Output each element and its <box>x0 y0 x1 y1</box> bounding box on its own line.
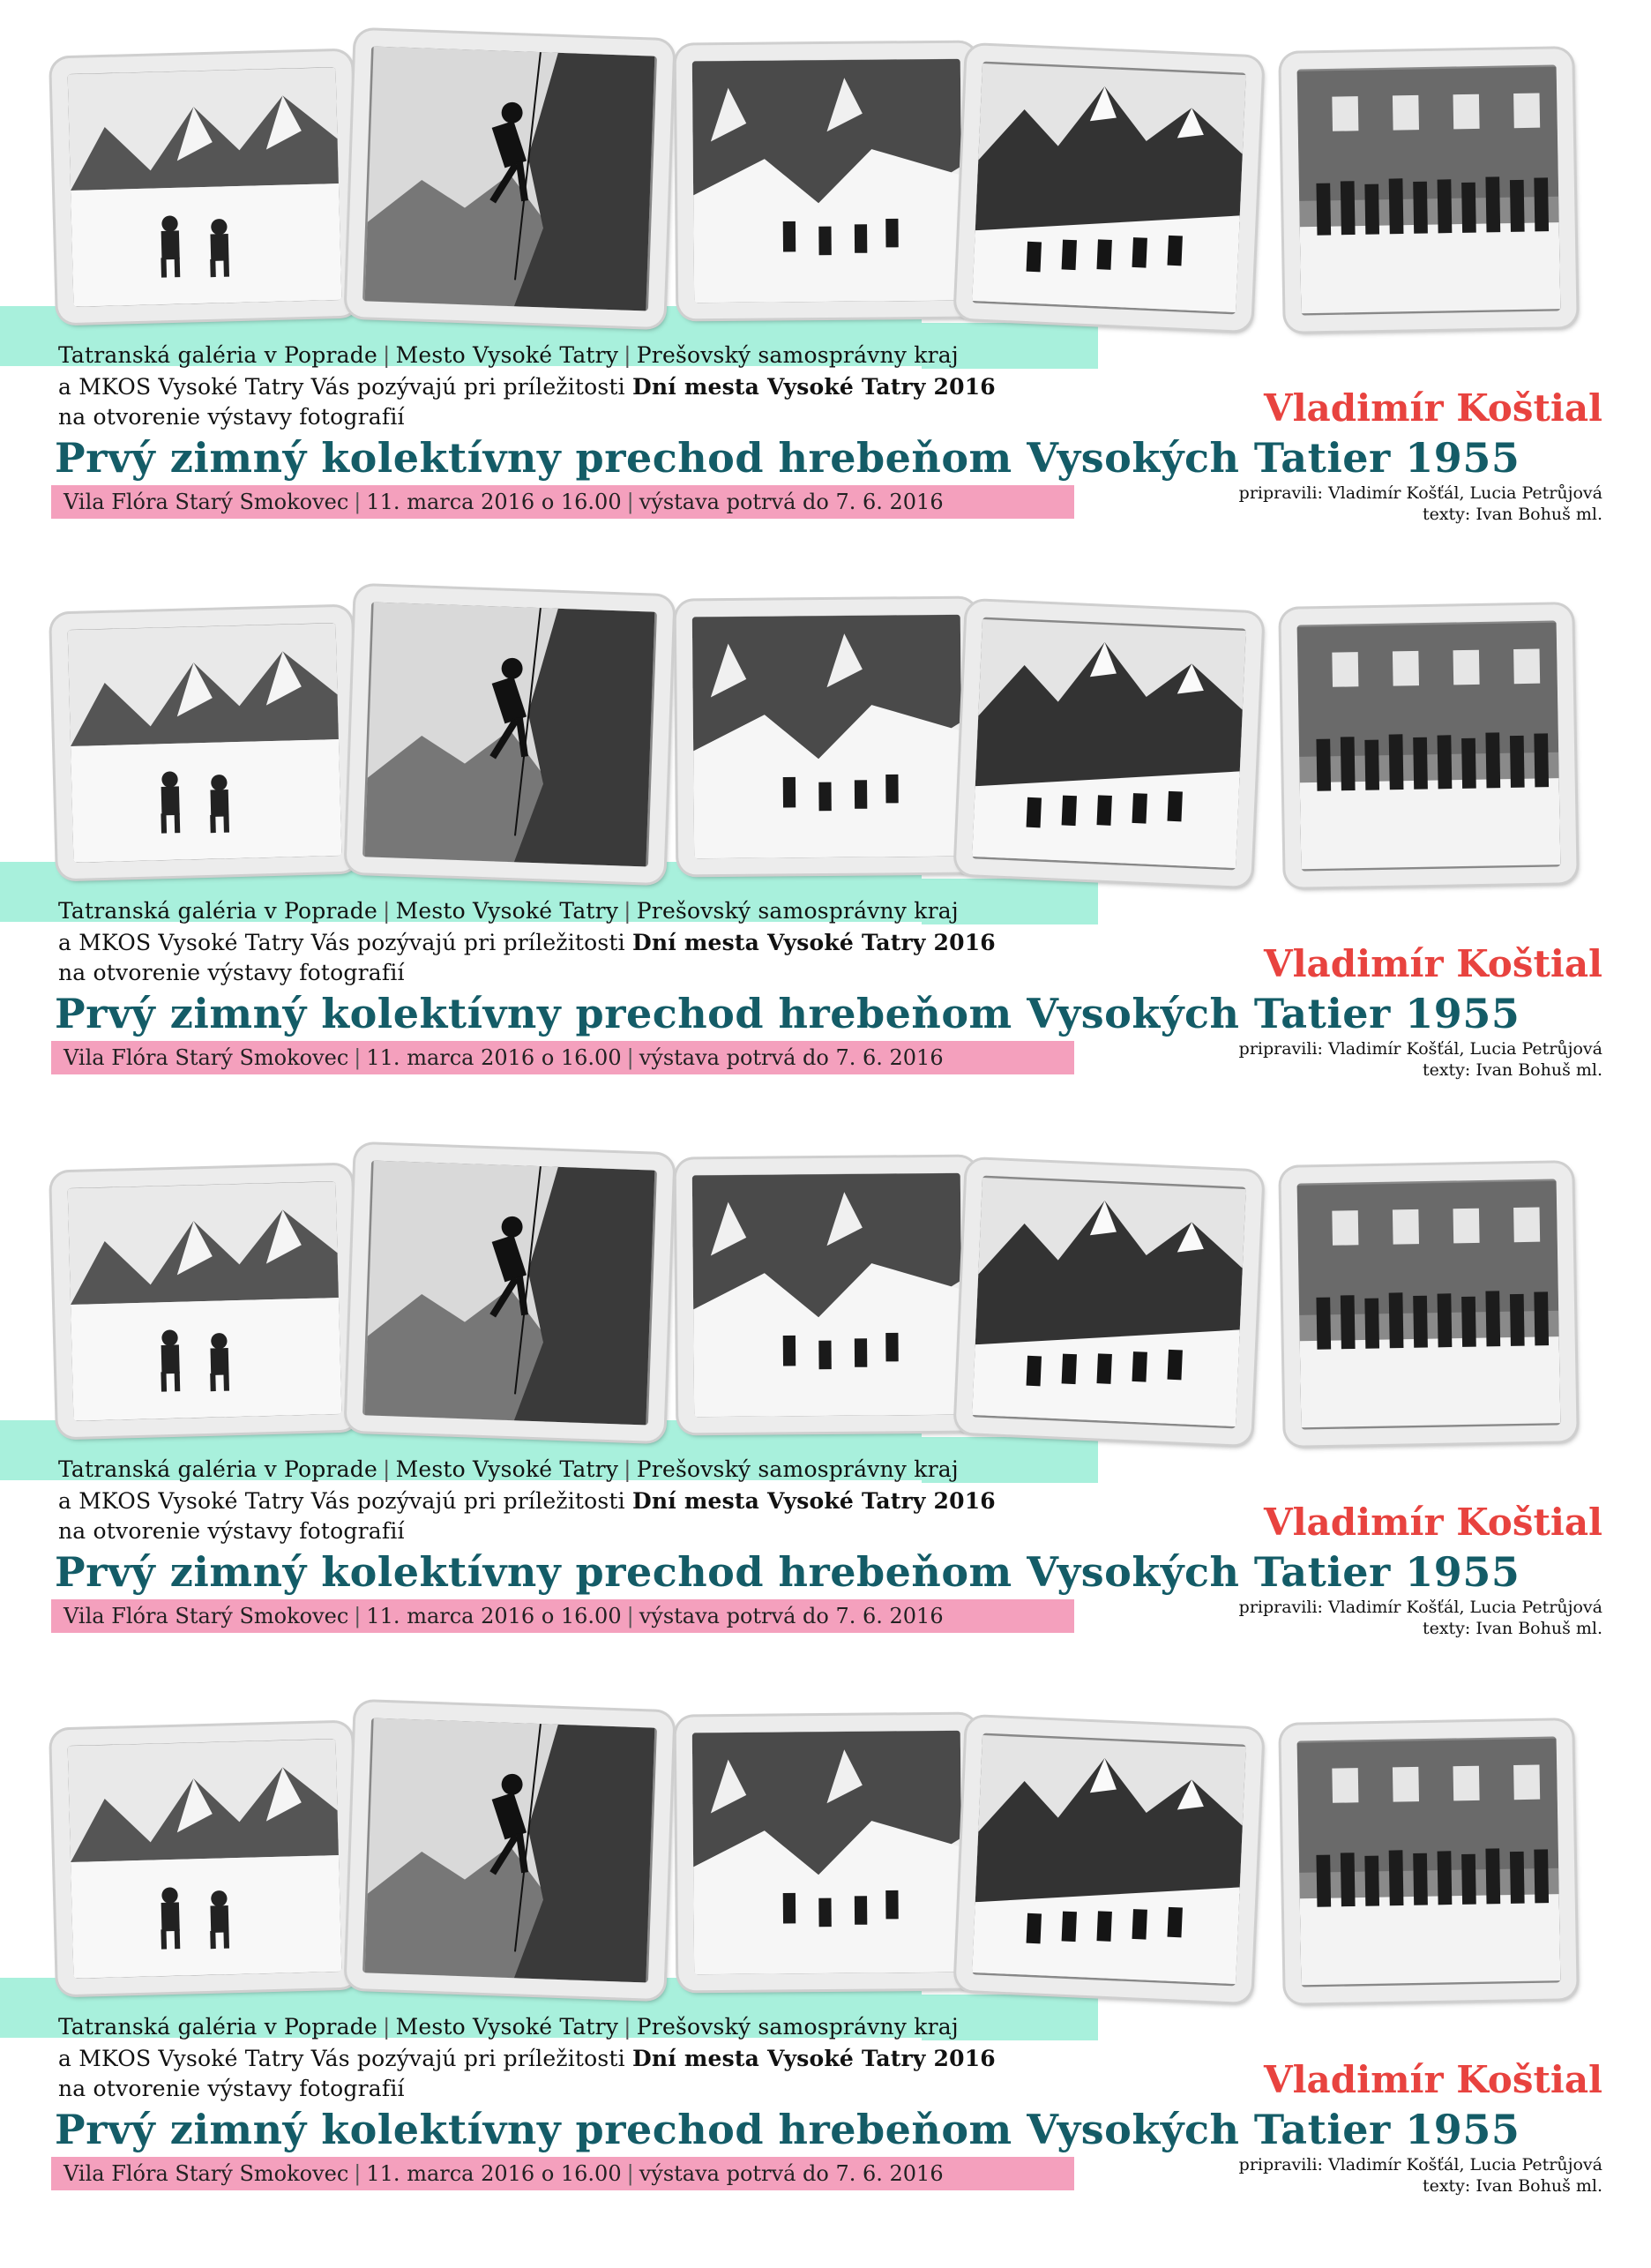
event-name: Dní mesta Vysoké Tatry 2016 <box>632 930 996 955</box>
venue-date: 11. marca 2016 o 16.00 <box>366 1604 622 1628</box>
invitation-line <box>58 1488 996 1514</box>
organizer-gallery: Tatranská galéria v Poprade <box>58 2014 377 2040</box>
venue-duration: výstava potrvá do 7. 6. 2016 <box>639 2161 944 2186</box>
separator: | <box>382 1456 391 1482</box>
rock-climber-photo <box>362 1718 657 1982</box>
invitation-text: a MKOS Vysoké Tatry Vás pozývajú pri príležitosti <box>58 1488 625 1514</box>
venue-place: Vila Flóra Starý Smokovec <box>64 2161 349 2186</box>
separator: | <box>354 1604 362 1628</box>
peaks-expedition-photo <box>972 62 1246 315</box>
separator: | <box>624 2014 631 2040</box>
snow-valley-skiers-photo <box>68 67 342 307</box>
chalet-group-photo <box>1297 1179 1561 1429</box>
separator: | <box>626 1045 634 1070</box>
exhibition-title: Prvý zimný kolektívny prechod hrebeňom Vysokých Tatier 1955 <box>55 990 1520 1037</box>
credits-prepared: pripravili: Vladimír Košťál, Lucia Petrůjová <box>1238 1598 1602 1617</box>
separator: | <box>354 1045 362 1070</box>
separator: | <box>354 490 362 514</box>
invitation-text: a MKOS Vysoké Tatry Vás pozývajú pri príležitosti <box>58 374 625 400</box>
photo-snow-valley <box>51 1723 358 1995</box>
photo-chalet-group <box>1281 49 1576 332</box>
invitation-sheet <box>0 0 1651 556</box>
photo-chalet-group <box>1281 1720 1576 2003</box>
separator: | <box>624 1456 631 1482</box>
separator: | <box>624 342 631 368</box>
credits-texts: texty: Ivan Bohuš ml. <box>1422 1619 1602 1638</box>
organizer-town: Mesto Vysoké Tatry <box>395 1456 619 1482</box>
venue-place: Vila Flóra Starý Smokovec <box>64 490 349 514</box>
mountain-ridge-hikers-photo <box>692 1173 962 1418</box>
peaks-expedition-photo <box>972 1176 1246 1429</box>
invitation-text: a MKOS Vysoké Tatry Vás pozývajú pri príležitosti <box>58 2046 625 2071</box>
chalet-group-photo <box>1297 1736 1561 1987</box>
organizer-region: Prešovský samosprávny kraj <box>636 2014 959 2040</box>
venue-date: 11. marca 2016 o 16.00 <box>366 490 622 514</box>
invitation-sheet <box>0 1672 1651 2227</box>
snow-valley-skiers-photo <box>68 1181 342 1421</box>
organizer-region: Prešovský samosprávny kraj <box>636 898 959 924</box>
separator: | <box>382 342 391 368</box>
organizers-line <box>58 898 959 924</box>
invitation-line <box>58 930 996 955</box>
organizer-town: Mesto Vysoké Tatry <box>395 2014 619 2040</box>
exhibition-title: Prvý zimný kolektívny prechod hrebeňom Vysokých Tatier 1955 <box>55 434 1520 482</box>
organizer-region: Prešovský samosprávny kraj <box>636 342 959 368</box>
separator: | <box>626 490 634 514</box>
photo-peaks-expedition <box>955 1159 1262 1445</box>
organizer-town: Mesto Vysoké Tatry <box>395 342 619 368</box>
rock-climber-photo <box>362 46 657 311</box>
photo-mountain-ridge <box>676 43 979 319</box>
photo-rock-climber <box>346 586 673 883</box>
credits-prepared: pripravili: Vladimír Košťál, Lucia Petrůjová <box>1238 483 1602 503</box>
venue-duration: výstava potrvá do 7. 6. 2016 <box>639 490 944 514</box>
mountain-ridge-hikers-photo <box>692 59 962 303</box>
organizers-line <box>58 342 959 368</box>
author-name: Vladimír Koštial <box>1264 1501 1602 1544</box>
invitation-sheet <box>0 1114 1651 1670</box>
mountain-ridge-hikers-photo <box>692 615 962 859</box>
venue-place: Vila Flóra Starý Smokovec <box>64 1045 349 1070</box>
organizer-gallery: Tatranská galéria v Poprade <box>58 1456 377 1482</box>
photo-rock-climber <box>346 1144 673 1441</box>
credits-texts: texty: Ivan Bohuš ml. <box>1422 505 1602 524</box>
photo-snow-valley <box>51 1165 358 1438</box>
organizer-gallery: Tatranská galéria v Poprade <box>58 898 377 924</box>
snow-valley-skiers-photo <box>68 1739 342 1979</box>
exhibition-title: Prvý zimný kolektívny prechod hrebeňom Vysokých Tatier 1955 <box>55 2106 1520 2153</box>
credits-texts: texty: Ivan Bohuš ml. <box>1422 1060 1602 1080</box>
author-name: Vladimír Koštial <box>1264 386 1602 430</box>
photo-rock-climber <box>346 30 673 327</box>
separator: | <box>382 898 391 924</box>
venue-date: 11. marca 2016 o 16.00 <box>366 1045 622 1070</box>
rock-climber-photo <box>362 602 657 866</box>
peaks-expedition-photo <box>972 1733 1246 1987</box>
photo-rock-climber <box>346 1702 673 1999</box>
venue-line <box>64 1045 944 1070</box>
chalet-group-photo <box>1297 620 1561 871</box>
opening-line: na otvorenie výstavy fotografií <box>58 960 405 985</box>
venue-line <box>64 1604 944 1628</box>
author-name: Vladimír Koštial <box>1264 2058 1602 2101</box>
rock-climber-photo <box>362 1160 657 1425</box>
organizers-line <box>58 2014 959 2040</box>
credits-texts: texty: Ivan Bohuš ml. <box>1422 2176 1602 2196</box>
separator: | <box>626 2161 634 2186</box>
photo-peaks-expedition <box>955 601 1262 887</box>
separator: | <box>382 2014 391 2040</box>
opening-line: na otvorenie výstavy fotografií <box>58 404 405 430</box>
venue-place: Vila Flóra Starý Smokovec <box>64 1604 349 1628</box>
photo-chalet-group <box>1281 604 1576 887</box>
photo-peaks-expedition <box>955 1717 1262 2002</box>
separator: | <box>626 1604 634 1628</box>
organizer-region: Prešovský samosprávny kraj <box>636 1456 959 1482</box>
photo-peaks-expedition <box>955 45 1262 331</box>
opening-line: na otvorenie výstavy fotografií <box>58 1518 405 1544</box>
opening-line: na otvorenie výstavy fotografií <box>58 2076 405 2101</box>
venue-line <box>64 2161 944 2186</box>
organizer-gallery: Tatranská galéria v Poprade <box>58 342 377 368</box>
separator: | <box>624 898 631 924</box>
chalet-group-photo <box>1297 64 1561 315</box>
mountain-ridge-hikers-photo <box>692 1731 962 1975</box>
invitation-sheet <box>0 556 1651 1112</box>
photo-mountain-ridge <box>676 1715 979 1991</box>
photo-snow-valley <box>51 607 358 880</box>
photo-mountain-ridge <box>676 599 979 875</box>
venue-duration: výstava potrvá do 7. 6. 2016 <box>639 1604 944 1628</box>
venue-duration: výstava potrvá do 7. 6. 2016 <box>639 1045 944 1070</box>
separator: | <box>354 2161 362 2186</box>
event-name: Dní mesta Vysoké Tatry 2016 <box>632 2046 996 2071</box>
credits-prepared: pripravili: Vladimír Košťál, Lucia Petrůjová <box>1238 1039 1602 1059</box>
venue-line <box>64 490 944 514</box>
photo-chalet-group <box>1281 1163 1576 1446</box>
invitation-line <box>58 2046 996 2071</box>
peaks-expedition-photo <box>972 618 1246 871</box>
author-name: Vladimír Koštial <box>1264 942 1602 985</box>
exhibition-title: Prvý zimný kolektívny prechod hrebeňom Vysokých Tatier 1955 <box>55 1548 1520 1596</box>
venue-date: 11. marca 2016 o 16.00 <box>366 2161 622 2186</box>
invitation-text: a MKOS Vysoké Tatry Vás pozývajú pri príležitosti <box>58 930 625 955</box>
credits-prepared: pripravili: Vladimír Košťál, Lucia Petrůjová <box>1238 2155 1602 2174</box>
photo-snow-valley <box>51 51 358 324</box>
invitation-line <box>58 374 996 400</box>
organizers-line <box>58 1456 959 1482</box>
snow-valley-skiers-photo <box>68 623 342 863</box>
photo-mountain-ridge <box>676 1157 979 1433</box>
event-name: Dní mesta Vysoké Tatry 2016 <box>632 374 996 400</box>
event-name: Dní mesta Vysoké Tatry 2016 <box>632 1488 996 1514</box>
organizer-town: Mesto Vysoké Tatry <box>395 898 619 924</box>
